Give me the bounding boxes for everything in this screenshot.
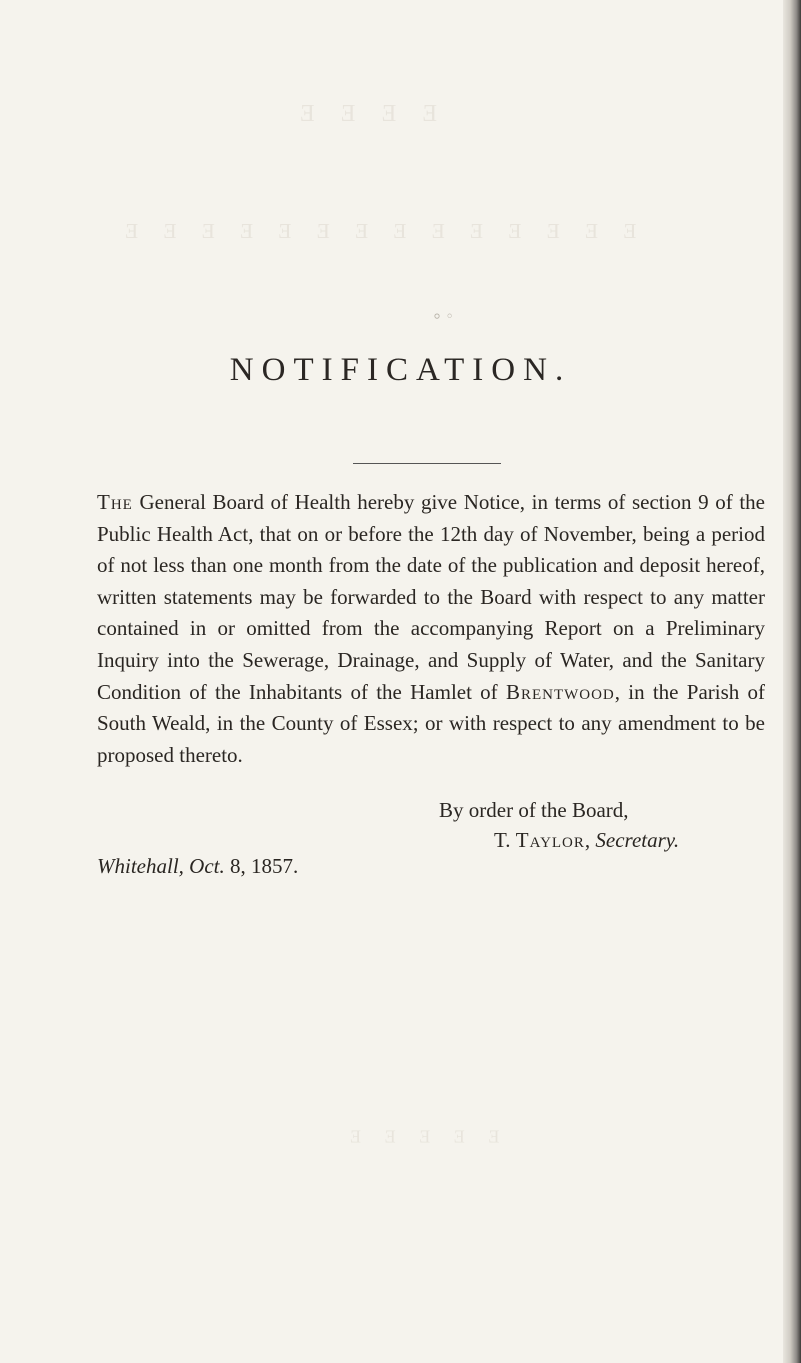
- date-day: 8,: [229, 854, 246, 878]
- page-edge: [783, 0, 801, 1363]
- body-text-part-2: , in the Parish of South Weald, in the County of Essex; or with respect to any amendment to be proposed thereto.: [97, 679, 766, 767]
- body-text-part-1: General Board of Health hereby give Notice, in terms of section 9 of the Public Health Act, that on or before the 12th day of November, being a period of not less than one month from the date of the publication and deposit hereof, written statements may be forwarded to the Board with respect to any matter contained in or omitted from the accompanying Report on a Preliminary Inquiry into the Sewerage, Drainage, and Supply of Water, and the Sanitary Condition of the Inhabitants of the Hamlet of: [97, 490, 765, 704]
- notice-title: NOTIFICATION.: [229, 352, 572, 388]
- date-year: 1857.: [250, 854, 299, 878]
- body-lead-word: The: [97, 490, 133, 514]
- date-month: Oct.: [189, 854, 225, 878]
- show-through-text: ᴲ ᴲ ᴲ ᴲ ᴲ ᴲ ᴲ ᴲ ᴲ ᴲ ᴲ ᴲ ᴲ ᴲ: [125, 216, 645, 256]
- ink-mark: ⸰ ◦: [433, 309, 454, 325]
- body-place-name: Brentwood: [505, 679, 615, 704]
- signer-surname: Taylor: [515, 828, 585, 852]
- signoff-line: By order of the Board,: [439, 798, 629, 822]
- show-through-text: ᴲ ᴲ ᴲ ᴲ ᴲ: [350, 1125, 508, 1158]
- signer-title: Secretary.: [595, 828, 680, 852]
- place-date-line: [97, 854, 298, 879]
- signer-line: T. Taylor, Secretary.: [494, 828, 680, 852]
- location: Whitehall,: [97, 854, 184, 878]
- title-divider: [353, 463, 501, 464]
- signer-initial: T.: [494, 828, 511, 852]
- show-through-text: ᴲ ᴲ ᴲ ᴲ: [300, 96, 446, 141]
- notice-body: [97, 487, 765, 771]
